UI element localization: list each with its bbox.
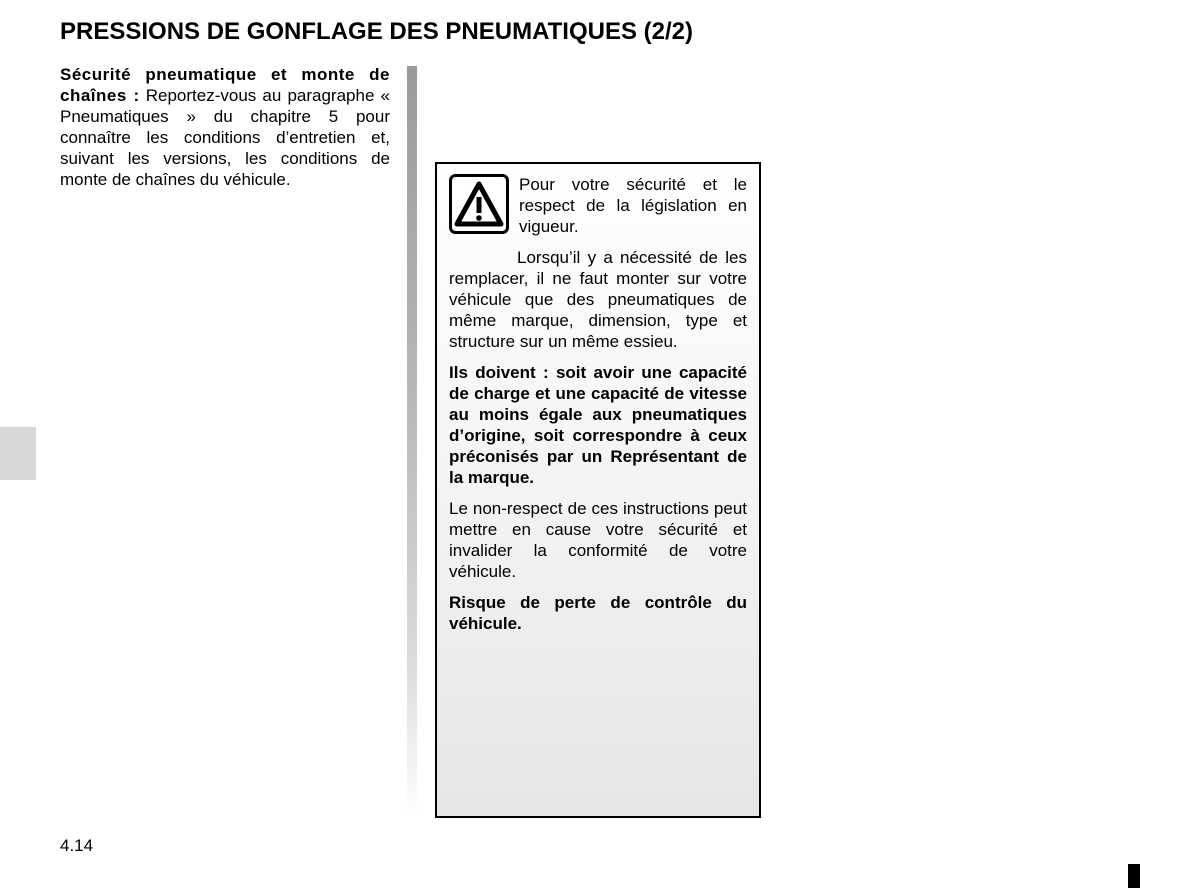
warning-triangle-icon (449, 174, 509, 234)
warning-paragraph-risk: Risque de perte de contrôle du véhicule. (449, 593, 747, 633)
page-number: 4.14 (60, 836, 94, 855)
tire-safety-chains-paragraph (60, 64, 390, 190)
warning-paragraph-replace: Lorsqu’il y a nécessité de les remplacer, il ne faut monter sur votre véhicule que des pneumatiques de même marque, dimension, type et structure sur un même essieu. (449, 248, 747, 351)
page-title: PRESSIONS DE GONFLAGE DES PNEUMATIQUES (2/2) (60, 18, 693, 45)
warning-paragraph-noncompliance: Le non-respect de ces instructions peut mettre en cause votre sécurité et invalider la conformité de votre véhicule. (449, 499, 747, 581)
chapter-side-tab (0, 427, 36, 480)
tire-safety-lead: Sécurité pneumatique et monte de chaînes : (60, 65, 390, 105)
warning-box (435, 162, 761, 818)
tire-safety-text: Reportez-vous au paragraphe « Pneumatiques » du chapitre 5 pour connaître les conditions d’entretien et, suivant les versions, les conditions de monte de chaînes du véhicule. (60, 86, 390, 189)
column-divider (407, 66, 417, 816)
page-corner-mark (1128, 864, 1140, 888)
warning-paragraph-capacity: Ils doivent : soit avoir une capacité de charge et une capacité de vitesse au moins égale aux pneumatiques d’origine, soit correspondre à ceux préconisés par un Représentant de la marque. (449, 363, 747, 487)
warning-intro: Pour votre sécurité et le respect de la législation en vigueur. (519, 175, 747, 236)
